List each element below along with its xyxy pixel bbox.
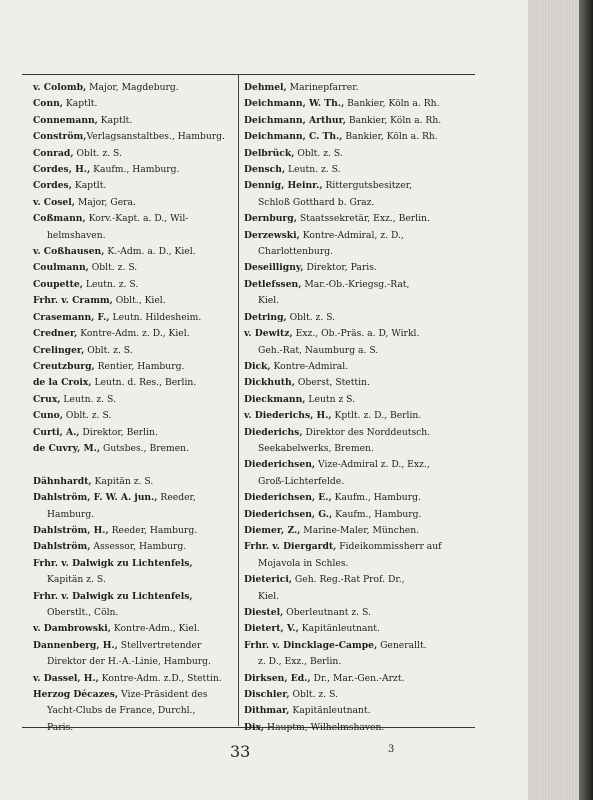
directory-entry [244,113,476,129]
book-spine-shadow [579,0,593,800]
entry-name: Cordes, [33,180,72,192]
entry-name: Deseilligny, [244,262,304,274]
directory-entry [33,523,233,539]
entry-line [33,556,233,572]
entry-line [244,638,476,654]
entry-details: Marinepfarrer. [286,82,359,93]
entry-line [244,96,476,112]
entry-line [33,96,233,112]
directory-entry [33,211,233,244]
entry-details: Kptlt. z. D., Berlin. [331,410,422,422]
entry-name: v. Coßhausen, [33,246,105,258]
entry-name: Dix, [244,721,265,733]
entry-details: Leutn z S. [305,393,356,405]
directory-entry [244,720,476,736]
entry-name: v. Dassel, H., [33,672,99,684]
entry-line [33,425,233,441]
entry-name: Diederichsen, E., [244,492,332,504]
entry-continuation: Kiel. [258,590,280,602]
entry-name: Credner, [33,328,78,340]
entry-details: Oblt. z. S. [84,344,133,356]
entry-details: Direktor des Norddeutsch. [302,426,431,438]
directory-entry [33,195,233,211]
entry-details: Oblt. z. S. [289,689,338,701]
entry-line [33,671,233,687]
entry-details: Major, Gera. [74,196,136,208]
directory-entry [244,425,476,458]
entry-line [33,113,233,129]
entry-name: Deichmann, C. Th., [244,131,343,143]
directory-entry [33,146,233,162]
entry-details: Rittergutsbesitzer, [322,180,413,192]
directory-entry [33,539,233,555]
entry-line [33,441,233,457]
directory-entry [33,425,233,441]
entry-name: Dischler, [244,689,290,701]
entry-name: Densch, [244,164,286,176]
directory-entry [244,621,476,637]
directory-entry [244,392,476,408]
entry-line [33,687,233,703]
entry-line [244,490,476,506]
entry-name: Dick, [244,360,271,372]
entry-details: Major, Magdeburg. [86,82,179,93]
entry-line [244,671,476,687]
entry-details: Mar.-Ob.-Kriegsg.-Rat, [301,278,410,290]
entry-line [244,703,476,719]
directory-entry [244,490,476,506]
entry-continuation: Paris. [47,721,74,733]
directory-entry [33,474,233,490]
entry-continuation: helmshaven. [47,229,106,241]
entry-details: Kapitän z. S. [91,475,154,487]
left-column [33,80,233,736]
directory-entry [244,80,476,96]
entry-line [244,507,476,523]
entry-name: Derzewski, [244,229,300,241]
entry-line [244,146,476,162]
entry-line [33,523,233,539]
entry-name: Conn, [33,98,63,110]
directory-entry [33,359,233,375]
entry-line [244,621,476,637]
entry-name: Dernburg, [244,213,297,225]
entry-name: v. Colomb, [33,82,87,93]
entry-name: Coupette, [33,278,83,290]
entry-details: Bankier, Köln a. Rh. [344,98,440,110]
entry-name: Crelinger, [33,344,85,356]
entry-details: Assessor, Hamburg. [90,541,187,553]
entry-details: Hauptm, Wilhelmshaven. [264,721,385,733]
directory-entry [244,507,476,523]
signature-mark: 3 [388,744,395,755]
directory-entry [33,343,233,359]
entry-name: de la Croix, [33,377,92,389]
entry-line [33,129,233,145]
entry-continuation: Schloß Gotthard b. Graz. [258,196,375,208]
entry-line [244,113,476,129]
directory-entry [244,178,476,211]
directory-entry [244,703,476,719]
entry-details: Kontre-Admiral. [270,360,349,372]
entry-name: Connemann, [33,114,98,126]
entry-line [244,720,476,736]
directory-entry [244,605,476,621]
directory-entry [33,441,233,457]
entry-continuation: z. D., Exz., Berlin. [258,656,342,668]
entry-details: Marine-Maler, München. [300,524,420,536]
entry-line [33,589,233,605]
entry-name: Detlefssen, [244,278,302,290]
entry-details: Dr., Mar.-Gen.-Arzt. [310,672,405,684]
entry-line [33,146,233,162]
entry-line [244,605,476,621]
entry-line [33,277,233,293]
directory-entry [33,408,233,424]
directory-entry [33,80,233,96]
entry-line [33,474,233,490]
entry-line [33,621,233,637]
entry-name: Coulmann, [33,262,89,274]
entry-line [244,80,476,96]
entry-line [33,310,233,326]
directory-entry [244,260,476,276]
directory-entry [244,638,476,671]
entry-line [244,277,476,293]
entry-details: Oblt. z. S. [88,262,138,274]
entry-gap [33,457,233,473]
directory-entry [33,589,233,622]
entry-details: Kontre-Adm. z. D., Kiel. [77,328,190,340]
entry-continuation: Charlottenburg. [258,246,334,258]
entry-details: Kontre-Adm. z.D., Stettin. [98,672,222,684]
entry-details: Kaptlt. [63,98,98,110]
entry-details: Reeder, Hamburg. [108,524,198,536]
directory-entry [33,392,233,408]
directory-entry [33,293,233,309]
directory-entry [244,326,476,359]
entry-line [33,375,233,391]
entry-name: Diederichsen, G., [244,508,333,520]
entry-line [244,375,476,391]
entry-details: Kaptlt. [71,180,107,192]
entry-name: Creutzburg, [33,360,95,372]
directory-entry [244,375,476,391]
entry-line [33,80,233,96]
entry-details: Kaufm., Hamburg. [332,508,422,520]
entry-line [33,359,233,375]
directory-entry [244,146,476,162]
directory-entry [244,671,476,687]
directory-entry [244,277,476,310]
entry-details: Kaufm., Hamburg. [331,492,421,504]
directory-entry [33,113,233,129]
entry-name: Crasemann, F., [33,311,110,323]
entry-name: Diederichsen, [244,459,316,471]
entry-details: Oblt., Kiel. [112,295,166,307]
entry-name: Herzog Décazes, [33,689,119,701]
entry-line [33,539,233,555]
entry-name: v. Cosel, [33,196,75,208]
directory-entry [33,687,233,720]
entry-details: K.-Adm. a. D., Kiel. [104,246,196,258]
entry-details: Geh. Reg.-Rat Prof. Dr., [292,574,405,586]
entry-line [244,228,476,244]
entry-name: Crux, [33,393,61,405]
entry-line [33,178,233,194]
directory-entry [33,621,233,637]
directory-entry [244,457,476,490]
entry-line [33,343,233,359]
entry-details: Reeder, [157,492,196,504]
entry-name: v. Dambrowski, [33,623,111,635]
entry-name: Dennig, Heinr., [244,180,323,192]
entry-name: Conström, [33,131,87,143]
entry-details: Direktor, Paris. [303,262,377,274]
entry-details: Rentier, Hamburg. [94,360,185,372]
directory-entry [33,310,233,326]
entry-continuation: Direktor der H.-A.-Linie, Hamburg. [47,656,211,668]
entry-name: v. Diederichs, H., [244,410,332,422]
directory-entry [244,572,476,605]
directory-entry [33,178,233,194]
directory-entry [33,162,233,178]
entry-name: Detring, [244,311,287,323]
entry-name: Dieterici, [244,574,293,586]
directory-entry [33,129,233,145]
entry-name: Dickhuth, [244,377,295,389]
entry-details: Leutn. z. S. [285,164,341,176]
entry-name: Frhr. v. Diergardt, [244,541,337,553]
entry-line [33,408,233,424]
entry-continuation: Oberstlt., Cöln. [47,606,119,618]
entry-name: Frhr. v. Dalwigk zu Lichtenfels, [33,557,193,569]
entry-line [244,162,476,178]
entry-details: Leutn. z. S. [82,278,139,290]
entry-continuation: Mojavola in Schles. [258,557,349,569]
entry-line [33,490,233,506]
entry-details: Oberleutnant z. S. [283,607,371,618]
entry-line [244,457,476,473]
entry-name: Dahlström, F. W. A. jun., [33,492,158,504]
page-number: 33 [230,742,251,761]
directory-entry [244,687,476,703]
entry-details: Kontre-Adm., Kiel. [110,623,200,635]
entry-details: Gutsbes., Bremen. [100,442,190,454]
entry-name: Frhr. v. Dincklage-Campe, [244,639,378,651]
entry-line [33,392,233,408]
entry-line [244,178,476,194]
entry-details: Vize-Präsident des [118,689,208,701]
entry-continuation: Kiel. [258,295,280,307]
entry-details: Leutn. Hildesheim. [109,311,202,323]
entry-name: Dähnhardt, [33,475,92,487]
entry-line [244,359,476,375]
entry-details: Leutn. z. S. [60,393,116,405]
entry-line [33,162,233,178]
entry-details: Staatssekretär, Exz., Berlin. [296,213,430,225]
entry-line [244,392,476,408]
directory-entry [33,671,233,687]
entry-name: Deichmann, Arthur, [244,114,346,126]
entry-details: Kapitänleutnant. [298,623,380,635]
entry-name: Dahlström, H., [33,524,109,536]
entry-details: Kaptlt. [97,114,133,126]
entry-details: Oblt. z. S. [294,147,343,159]
entry-name: Diestel, [244,607,284,618]
entry-line [33,326,233,342]
entry-line [33,195,233,211]
entry-line [33,293,233,309]
entry-line [244,425,476,441]
entry-line [244,211,476,227]
entry-continuation: Kapitän z. S. [47,574,106,586]
entry-name: Coßmann, [33,213,86,225]
entry-name: Cordes, H., [33,164,91,176]
directory-entry [33,96,233,112]
entry-name: Curti, A., [33,426,80,438]
directory-entry [244,129,476,145]
directory-entry [33,326,233,342]
entry-details: Oblt. z. S. [286,311,336,323]
entry-details: Korv.-Kapt. a. D., Wil- [85,213,189,225]
entry-details: Direktor, Berlin. [79,426,158,438]
entry-name: Frhr. v. Cramm, [33,295,113,307]
entry-name: Dietert, V., [244,623,299,635]
entry-details: Oberst, Stettin. [294,377,370,389]
entry-name: v. Dewitz, [244,328,293,340]
entry-name: Diederichs, [244,426,303,438]
directory-entry [244,211,476,227]
entry-details: Oblt. z. S. [73,147,122,159]
entry-details: Stellvertretender [117,639,202,651]
entry-details: Kapitänleutnant. [289,705,371,717]
directory-entry [244,539,476,572]
entry-line [33,211,233,227]
directory-entry [33,277,233,293]
entry-details: Verlagsanstaltbes., Hamburg. [86,131,225,143]
entry-details: Kaufm., Hamburg. [90,164,180,176]
entry-line [244,129,476,145]
entry-name: Dahlström, [33,541,91,553]
directory-entry [33,638,233,671]
entry-details: Bankier, Köln a. Rh. [345,114,442,126]
entry-continuation: Groß-Lichterfelde. [258,475,345,487]
entry-line [244,523,476,539]
directory-entry [33,720,233,736]
directory-entry [33,244,233,260]
entry-details: Leutn. d. Res., Berlin. [91,377,197,389]
entry-details: Exz., Ob.-Präs. a. D, Wirkl. [292,328,420,340]
directory-entry [244,96,476,112]
entry-name: Deichmann, W. Th., [244,98,345,110]
directory-entry [33,490,233,523]
right-column [244,80,476,736]
entry-line [244,326,476,342]
entry-line [33,638,233,654]
entry-name: Dithmar, [244,705,290,717]
entry-name: Cuno, [33,410,63,422]
entry-details: Oblt. z. S. [63,410,112,422]
directory-entry [244,408,476,424]
entry-name: Delbrück, [244,147,295,159]
entry-continuation: Seekabelwerks, Bremen. [258,442,374,454]
column-divider [238,74,239,726]
entry-line [244,408,476,424]
entry-name: Diemer, Z., [244,524,301,536]
entry-details: Vize-Admiral z. D., Exz., [315,459,430,471]
entry-name: Frhr. v. Dalwigk zu Lichtenfels, [33,590,193,602]
entry-line [244,687,476,703]
entry-continuation: Geh.-Rat, Naumburg a. S. [258,344,379,356]
entry-line [33,244,233,260]
entry-line [244,572,476,588]
entry-name: Dirksen, Ed., [244,672,311,684]
entry-name: Dannenberg, H., [33,639,118,651]
entry-continuation: Yacht-Clubs de France, Durchl., [47,705,196,717]
entry-name: de Cuvry, M., [33,442,101,454]
entry-details: Fideikommissherr auf [336,541,442,553]
directory-entry [244,162,476,178]
directory-entry [244,523,476,539]
entry-name: Conrad, [33,147,74,159]
entry-line [244,310,476,326]
directory-entry [33,375,233,391]
directory-entry [244,228,476,261]
directory-entry [33,260,233,276]
entry-details: Bankier, Köln a. Rh. [342,131,438,143]
directory-entry [33,556,233,589]
entry-details: Kontre-Admiral, z. D., [299,229,404,241]
entry-line [33,260,233,276]
directory-entry [244,359,476,375]
entry-name: Dehmel, [244,82,287,93]
entry-line [244,260,476,276]
directory-entry [244,310,476,326]
entry-details: Generallt. [377,639,427,651]
entry-line [244,539,476,555]
entry-name: Dieckmann, [244,393,306,405]
entry-continuation: Hamburg. [47,508,95,520]
